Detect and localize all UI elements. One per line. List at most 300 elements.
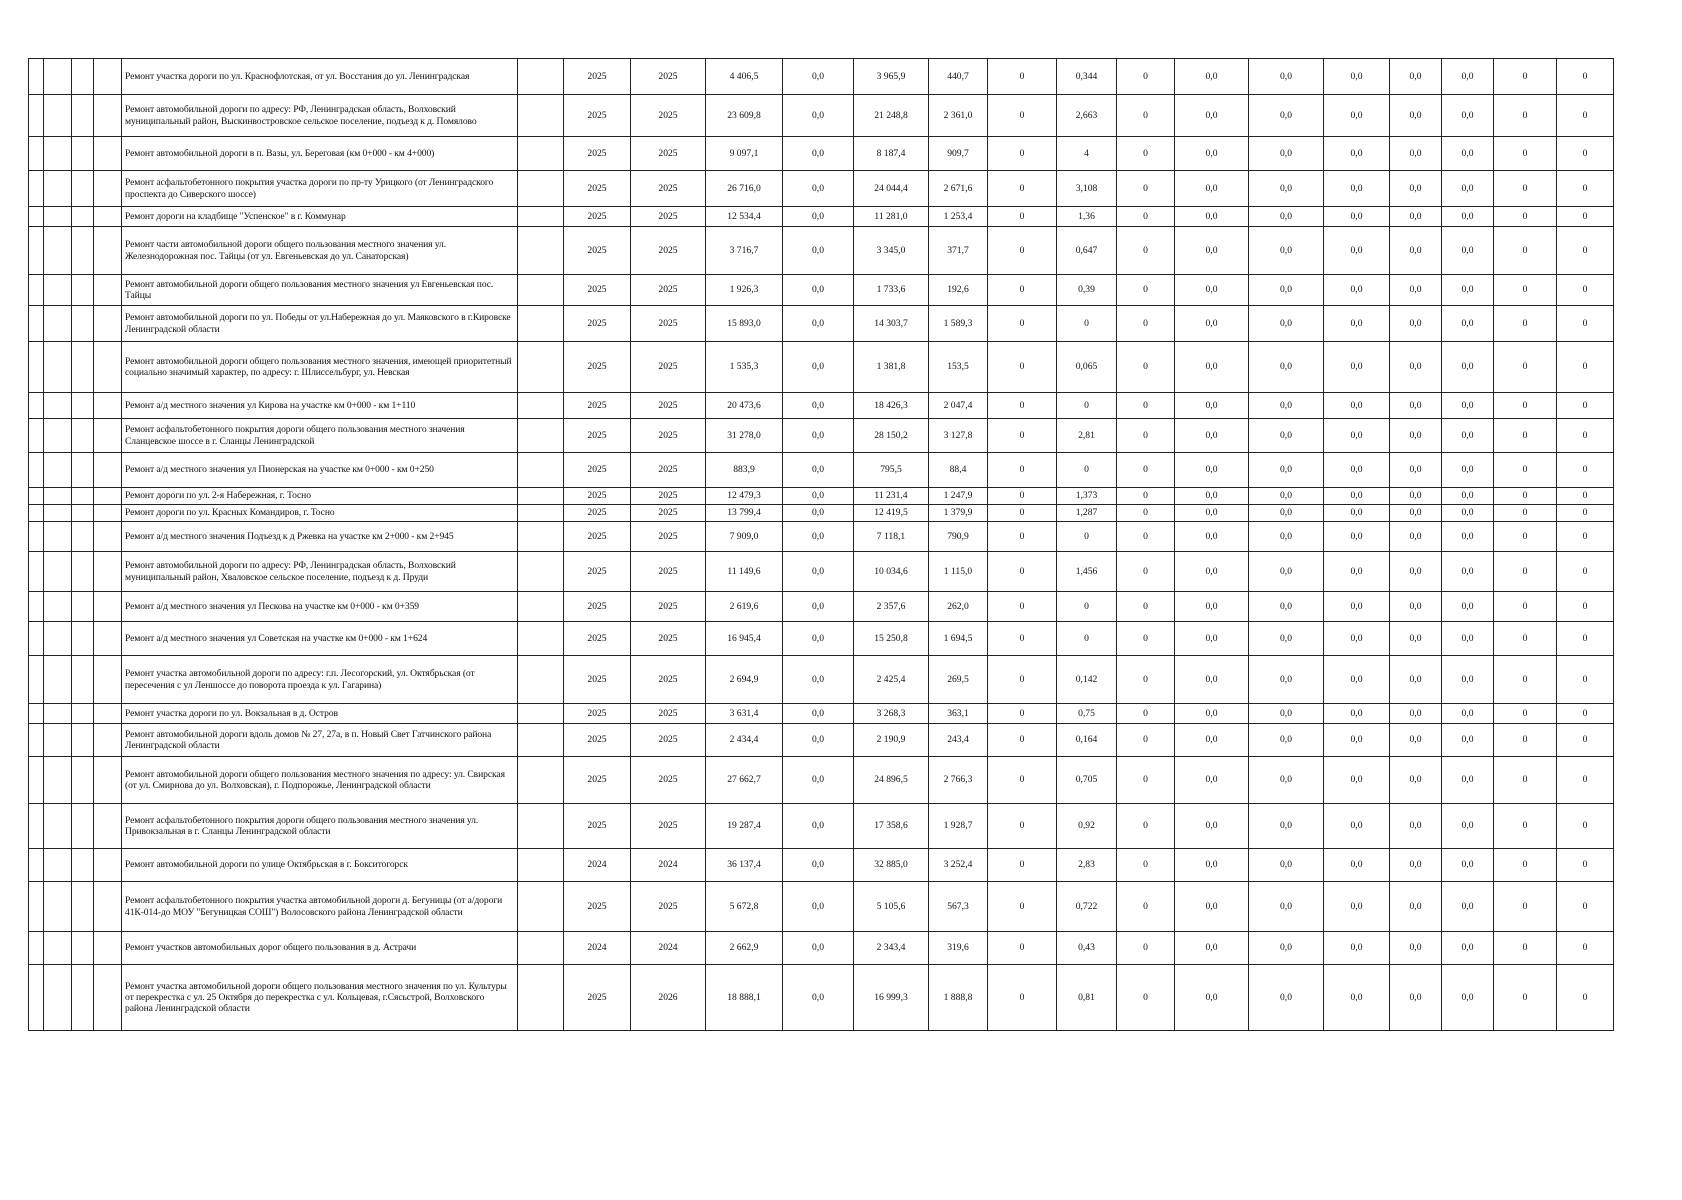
col-11: 0,0 (1249, 306, 1324, 342)
col-10: 0,0 (1175, 656, 1249, 704)
other-funds: 0 (988, 932, 1057, 965)
empty-cell (518, 804, 564, 849)
col-10: 0,0 (1175, 275, 1249, 306)
index-cell (44, 488, 72, 505)
index-cell (44, 965, 72, 1031)
total-cost: 12 534,4 (706, 207, 783, 227)
col-16: 0 (1557, 505, 1614, 522)
other-funds: 0 (988, 757, 1057, 804)
length-km: 0 (1057, 393, 1117, 419)
cost-regional: 24 044,4 (854, 171, 929, 207)
empty-cell (518, 207, 564, 227)
col-14: 0,0 (1442, 804, 1494, 849)
col-16: 0 (1557, 704, 1614, 724)
table-row (29, 849, 1614, 882)
col-15: 0 (1494, 522, 1557, 552)
cost-federal: 0,0 (783, 757, 854, 804)
col-16: 0 (1557, 932, 1614, 965)
work-description: Ремонт части автомобильной дороги общего пользования местного значения ул. Железнодорожная пос. Тайцы (от ул. Евгеньевская до ул. Санаторская) (122, 227, 518, 275)
total-cost: 36 137,4 (706, 849, 783, 882)
total-cost: 883,9 (706, 453, 783, 488)
col-16: 0 (1557, 622, 1614, 656)
col-9: 0 (1117, 592, 1175, 622)
cost-federal: 0,0 (783, 522, 854, 552)
index-cell (94, 393, 122, 419)
other-funds: 0 (988, 505, 1057, 522)
cost-federal: 0,0 (783, 656, 854, 704)
col-10: 0,0 (1175, 207, 1249, 227)
end-year: 2025 (631, 488, 706, 505)
col-14: 0,0 (1442, 275, 1494, 306)
index-cell (94, 592, 122, 622)
col-11: 0,0 (1249, 393, 1324, 419)
length-km: 0,142 (1057, 656, 1117, 704)
index-cell (72, 522, 94, 552)
start-year: 2025 (564, 342, 631, 393)
col-14: 0,0 (1442, 171, 1494, 207)
total-cost: 16 945,4 (706, 622, 783, 656)
col-13: 0,0 (1390, 932, 1442, 965)
index-cell (29, 622, 44, 656)
index-cell (72, 419, 94, 453)
length-km: 1,373 (1057, 488, 1117, 505)
col-9: 0 (1117, 656, 1175, 704)
index-cell (72, 342, 94, 393)
cost-federal: 0,0 (783, 932, 854, 965)
work-description: Ремонт участка дороги по ул. Краснофлотская, от ул. Восстания до ул. Ленинградская (122, 59, 518, 95)
col-12: 0,0 (1324, 137, 1390, 171)
col-9: 0 (1117, 488, 1175, 505)
index-cell (94, 59, 122, 95)
empty-cell (518, 393, 564, 419)
col-16: 0 (1557, 882, 1614, 932)
col-9: 0 (1117, 275, 1175, 306)
cost-regional: 795,5 (854, 453, 929, 488)
col-10: 0,0 (1175, 306, 1249, 342)
cost-federal: 0,0 (783, 419, 854, 453)
col-12: 0,0 (1324, 505, 1390, 522)
cost-regional: 3 345,0 (854, 227, 929, 275)
work-description: Ремонт а/д местного значения ул Пионерская на участке км 0+000 - км 0+250 (122, 453, 518, 488)
work-description: Ремонт автомобильной дороги вдоль домов № 27, 27а, в п. Новый Свет Гатчинского района Ленинградской области (122, 724, 518, 757)
total-cost: 3 716,7 (706, 227, 783, 275)
other-funds: 0 (988, 488, 1057, 505)
start-year: 2025 (564, 882, 631, 932)
work-description: Ремонт дороги по ул. 2-я Набережная, г. Тосно (122, 488, 518, 505)
col-14: 0,0 (1442, 207, 1494, 227)
col-12: 0,0 (1324, 227, 1390, 275)
index-cell (29, 757, 44, 804)
col-10: 0,0 (1175, 704, 1249, 724)
col-15: 0 (1494, 622, 1557, 656)
col-12: 0,0 (1324, 342, 1390, 393)
col-9: 0 (1117, 522, 1175, 552)
start-year: 2025 (564, 275, 631, 306)
col-13: 0,0 (1390, 137, 1442, 171)
total-cost: 4 406,5 (706, 59, 783, 95)
index-cell (72, 306, 94, 342)
empty-cell (518, 965, 564, 1031)
work-description: Ремонт а/д местного значения ул Пескова на участке км 0+000 - км 0+359 (122, 592, 518, 622)
index-cell (94, 724, 122, 757)
cost-federal: 0,0 (783, 804, 854, 849)
table-row (29, 522, 1614, 552)
length-km: 0,39 (1057, 275, 1117, 306)
table-row (29, 505, 1614, 522)
col-10: 0,0 (1175, 592, 1249, 622)
col-11: 0,0 (1249, 656, 1324, 704)
index-cell (44, 171, 72, 207)
table-row (29, 552, 1614, 592)
col-10: 0,0 (1175, 522, 1249, 552)
cost-local: 2 361,0 (929, 95, 988, 137)
index-cell (94, 275, 122, 306)
table-row (29, 656, 1614, 704)
col-16: 0 (1557, 275, 1614, 306)
col-16: 0 (1557, 592, 1614, 622)
total-cost: 11 149,6 (706, 552, 783, 592)
total-cost: 20 473,6 (706, 393, 783, 419)
col-15: 0 (1494, 453, 1557, 488)
end-year: 2025 (631, 393, 706, 419)
cost-federal: 0,0 (783, 227, 854, 275)
table-row (29, 724, 1614, 757)
col-13: 0,0 (1390, 622, 1442, 656)
total-cost: 27 662,7 (706, 757, 783, 804)
cost-local: 269,5 (929, 656, 988, 704)
length-km: 2,81 (1057, 419, 1117, 453)
cost-regional: 2 190,9 (854, 724, 929, 757)
other-funds: 0 (988, 592, 1057, 622)
col-11: 0,0 (1249, 453, 1324, 488)
empty-cell (518, 453, 564, 488)
length-km: 0 (1057, 592, 1117, 622)
index-cell (29, 207, 44, 227)
work-description: Ремонт дороги по ул. Красных Командиров, г. Тосно (122, 505, 518, 522)
col-9: 0 (1117, 757, 1175, 804)
empty-cell (518, 849, 564, 882)
total-cost: 2 662,9 (706, 932, 783, 965)
index-cell (94, 965, 122, 1031)
col-16: 0 (1557, 488, 1614, 505)
other-funds: 0 (988, 137, 1057, 171)
cost-regional: 3 965,9 (854, 59, 929, 95)
length-km: 0,722 (1057, 882, 1117, 932)
col-12: 0,0 (1324, 804, 1390, 849)
work-description: Ремонт а/д местного значения ул Советская на участке км 0+000 - км 1+624 (122, 622, 518, 656)
col-16: 0 (1557, 342, 1614, 393)
table-row (29, 932, 1614, 965)
index-cell (29, 488, 44, 505)
col-14: 0,0 (1442, 622, 1494, 656)
table-row (29, 275, 1614, 306)
cost-local: 1 888,8 (929, 965, 988, 1031)
col-13: 0,0 (1390, 704, 1442, 724)
cost-regional: 28 150,2 (854, 419, 929, 453)
cost-regional: 1 733,6 (854, 275, 929, 306)
col-9: 0 (1117, 882, 1175, 932)
start-year: 2025 (564, 393, 631, 419)
index-cell (94, 488, 122, 505)
cost-local: 909,7 (929, 137, 988, 171)
work-description: Ремонт а/д местного значения Подъезд к д Ржевка на участке км 2+000 - км 2+945 (122, 522, 518, 552)
work-description: Ремонт дороги на кладбище "Успенское" в г. Коммунар (122, 207, 518, 227)
empty-cell (518, 522, 564, 552)
length-km: 0 (1057, 522, 1117, 552)
index-cell (94, 522, 122, 552)
col-13: 0,0 (1390, 453, 1442, 488)
work-description: Ремонт автомобильной дороги общего пользования местного значения, имеющей приоритетный социально значимый характер, по адресу: г. Шлиссельбург, ул. Невская (122, 342, 518, 393)
index-cell (29, 393, 44, 419)
index-cell (44, 592, 72, 622)
col-13: 0,0 (1390, 522, 1442, 552)
col-16: 0 (1557, 804, 1614, 849)
end-year: 2025 (631, 342, 706, 393)
col-16: 0 (1557, 552, 1614, 592)
cost-local: 243,4 (929, 724, 988, 757)
col-14: 0,0 (1442, 849, 1494, 882)
index-cell (29, 656, 44, 704)
other-funds: 0 (988, 95, 1057, 137)
empty-cell (518, 95, 564, 137)
length-km: 1,36 (1057, 207, 1117, 227)
start-year: 2025 (564, 622, 631, 656)
col-10: 0,0 (1175, 488, 1249, 505)
index-cell (72, 932, 94, 965)
col-9: 0 (1117, 552, 1175, 592)
length-km: 2,83 (1057, 849, 1117, 882)
other-funds: 0 (988, 522, 1057, 552)
end-year: 2025 (631, 207, 706, 227)
cost-local: 1 247,9 (929, 488, 988, 505)
col-16: 0 (1557, 453, 1614, 488)
start-year: 2025 (564, 207, 631, 227)
col-9: 0 (1117, 965, 1175, 1031)
index-cell (72, 724, 94, 757)
end-year: 2025 (631, 453, 706, 488)
table-row (29, 592, 1614, 622)
col-11: 0,0 (1249, 488, 1324, 505)
work-description: Ремонт асфальтобетонного покрытия дороги общего пользования местного значения ул. Привокзальная в г. Сланцы Ленинградской области (122, 804, 518, 849)
total-cost: 7 909,0 (706, 522, 783, 552)
col-13: 0,0 (1390, 342, 1442, 393)
col-14: 0,0 (1442, 453, 1494, 488)
length-km: 0,43 (1057, 932, 1117, 965)
col-11: 0,0 (1249, 207, 1324, 227)
col-13: 0,0 (1390, 419, 1442, 453)
start-year: 2025 (564, 137, 631, 171)
other-funds: 0 (988, 59, 1057, 95)
total-cost: 31 278,0 (706, 419, 783, 453)
col-11: 0,0 (1249, 849, 1324, 882)
work-description: Ремонт участка дороги по ул. Вокзальная в д. Остров (122, 704, 518, 724)
col-15: 0 (1494, 704, 1557, 724)
col-13: 0,0 (1390, 393, 1442, 419)
end-year: 2025 (631, 522, 706, 552)
col-16: 0 (1557, 393, 1614, 419)
col-16: 0 (1557, 724, 1614, 757)
start-year: 2025 (564, 171, 631, 207)
index-cell (29, 505, 44, 522)
col-11: 0,0 (1249, 342, 1324, 393)
end-year: 2025 (631, 724, 706, 757)
col-12: 0,0 (1324, 453, 1390, 488)
table-row (29, 622, 1614, 656)
length-km: 0,344 (1057, 59, 1117, 95)
cost-regional: 2 343,4 (854, 932, 929, 965)
start-year: 2025 (564, 724, 631, 757)
col-16: 0 (1557, 965, 1614, 1031)
start-year: 2025 (564, 592, 631, 622)
end-year: 2025 (631, 227, 706, 275)
col-12: 0,0 (1324, 207, 1390, 227)
cost-local: 440,7 (929, 59, 988, 95)
cost-local: 1 115,0 (929, 552, 988, 592)
col-16: 0 (1557, 95, 1614, 137)
col-10: 0,0 (1175, 171, 1249, 207)
col-16: 0 (1557, 306, 1614, 342)
end-year: 2025 (631, 757, 706, 804)
start-year: 2025 (564, 965, 631, 1031)
col-16: 0 (1557, 171, 1614, 207)
end-year: 2025 (631, 275, 706, 306)
other-funds: 0 (988, 306, 1057, 342)
cost-federal: 0,0 (783, 704, 854, 724)
empty-cell (518, 505, 564, 522)
col-9: 0 (1117, 849, 1175, 882)
empty-cell (518, 275, 564, 306)
start-year: 2025 (564, 306, 631, 342)
col-15: 0 (1494, 342, 1557, 393)
end-year: 2025 (631, 505, 706, 522)
col-13: 0,0 (1390, 656, 1442, 704)
col-13: 0,0 (1390, 724, 1442, 757)
index-cell (94, 137, 122, 171)
col-15: 0 (1494, 552, 1557, 592)
col-10: 0,0 (1175, 622, 1249, 656)
work-description: Ремонт автомобильной дороги по улице Октябрьская в г. Бокситогорск (122, 849, 518, 882)
length-km: 3,108 (1057, 171, 1117, 207)
col-11: 0,0 (1249, 171, 1324, 207)
col-16: 0 (1557, 137, 1614, 171)
road-repair-table (28, 58, 1614, 1031)
cost-regional: 10 034,6 (854, 552, 929, 592)
work-description: Ремонт автомобильной дороги по ул. Победы от ул.Набережная до ул. Маяковского в г.Кировске Ленинградской области (122, 306, 518, 342)
cost-local: 153,5 (929, 342, 988, 393)
index-cell (44, 59, 72, 95)
index-cell (44, 505, 72, 522)
cost-federal: 0,0 (783, 592, 854, 622)
start-year: 2024 (564, 932, 631, 965)
col-14: 0,0 (1442, 393, 1494, 419)
index-cell (94, 419, 122, 453)
col-9: 0 (1117, 171, 1175, 207)
col-9: 0 (1117, 932, 1175, 965)
col-12: 0,0 (1324, 724, 1390, 757)
col-11: 0,0 (1249, 757, 1324, 804)
index-cell (29, 453, 44, 488)
index-cell (44, 757, 72, 804)
col-11: 0,0 (1249, 965, 1324, 1031)
col-14: 0,0 (1442, 522, 1494, 552)
index-cell (94, 622, 122, 656)
index-cell (44, 137, 72, 171)
empty-cell (518, 882, 564, 932)
col-12: 0,0 (1324, 622, 1390, 656)
other-funds: 0 (988, 656, 1057, 704)
table-row (29, 207, 1614, 227)
length-km: 0 (1057, 306, 1117, 342)
other-funds: 0 (988, 342, 1057, 393)
index-cell (44, 393, 72, 419)
index-cell (72, 505, 94, 522)
total-cost: 9 097,1 (706, 137, 783, 171)
index-cell (44, 622, 72, 656)
empty-cell (518, 724, 564, 757)
col-15: 0 (1494, 207, 1557, 227)
index-cell (29, 137, 44, 171)
col-9: 0 (1117, 137, 1175, 171)
index-cell (44, 95, 72, 137)
col-11: 0,0 (1249, 622, 1324, 656)
col-14: 0,0 (1442, 95, 1494, 137)
table-row (29, 419, 1614, 453)
col-15: 0 (1494, 95, 1557, 137)
cost-regional: 2 425,4 (854, 656, 929, 704)
index-cell (44, 882, 72, 932)
other-funds: 0 (988, 419, 1057, 453)
cost-regional: 7 118,1 (854, 522, 929, 552)
empty-cell (518, 704, 564, 724)
index-cell (72, 965, 94, 1031)
table-row (29, 342, 1614, 393)
col-14: 0,0 (1442, 137, 1494, 171)
index-cell (29, 59, 44, 95)
cost-regional: 2 357,6 (854, 592, 929, 622)
col-14: 0,0 (1442, 882, 1494, 932)
col-15: 0 (1494, 306, 1557, 342)
cost-local: 319,6 (929, 932, 988, 965)
index-cell (29, 227, 44, 275)
total-cost: 26 716,0 (706, 171, 783, 207)
index-cell (72, 227, 94, 275)
col-10: 0,0 (1175, 882, 1249, 932)
col-13: 0,0 (1390, 965, 1442, 1031)
index-cell (94, 171, 122, 207)
index-cell (72, 622, 94, 656)
index-cell (44, 522, 72, 552)
cost-federal: 0,0 (783, 965, 854, 1031)
other-funds: 0 (988, 275, 1057, 306)
cost-local: 3 252,4 (929, 849, 988, 882)
cost-regional: 18 426,3 (854, 393, 929, 419)
index-cell (29, 95, 44, 137)
length-km: 0 (1057, 453, 1117, 488)
index-cell (72, 757, 94, 804)
col-15: 0 (1494, 804, 1557, 849)
col-9: 0 (1117, 622, 1175, 656)
work-description: Ремонт асфальтобетонного покрытия участка автомобильной дороги д. Бегуницы (от а/дороги 41К-014-до МОУ "Бегуницкая СОШ") Волосовского района Ленинградской области (122, 882, 518, 932)
cost-federal: 0,0 (783, 849, 854, 882)
other-funds: 0 (988, 965, 1057, 1031)
col-14: 0,0 (1442, 419, 1494, 453)
total-cost: 15 893,0 (706, 306, 783, 342)
index-cell (72, 453, 94, 488)
cost-local: 88,4 (929, 453, 988, 488)
col-14: 0,0 (1442, 965, 1494, 1031)
index-cell (94, 552, 122, 592)
total-cost: 3 631,4 (706, 704, 783, 724)
